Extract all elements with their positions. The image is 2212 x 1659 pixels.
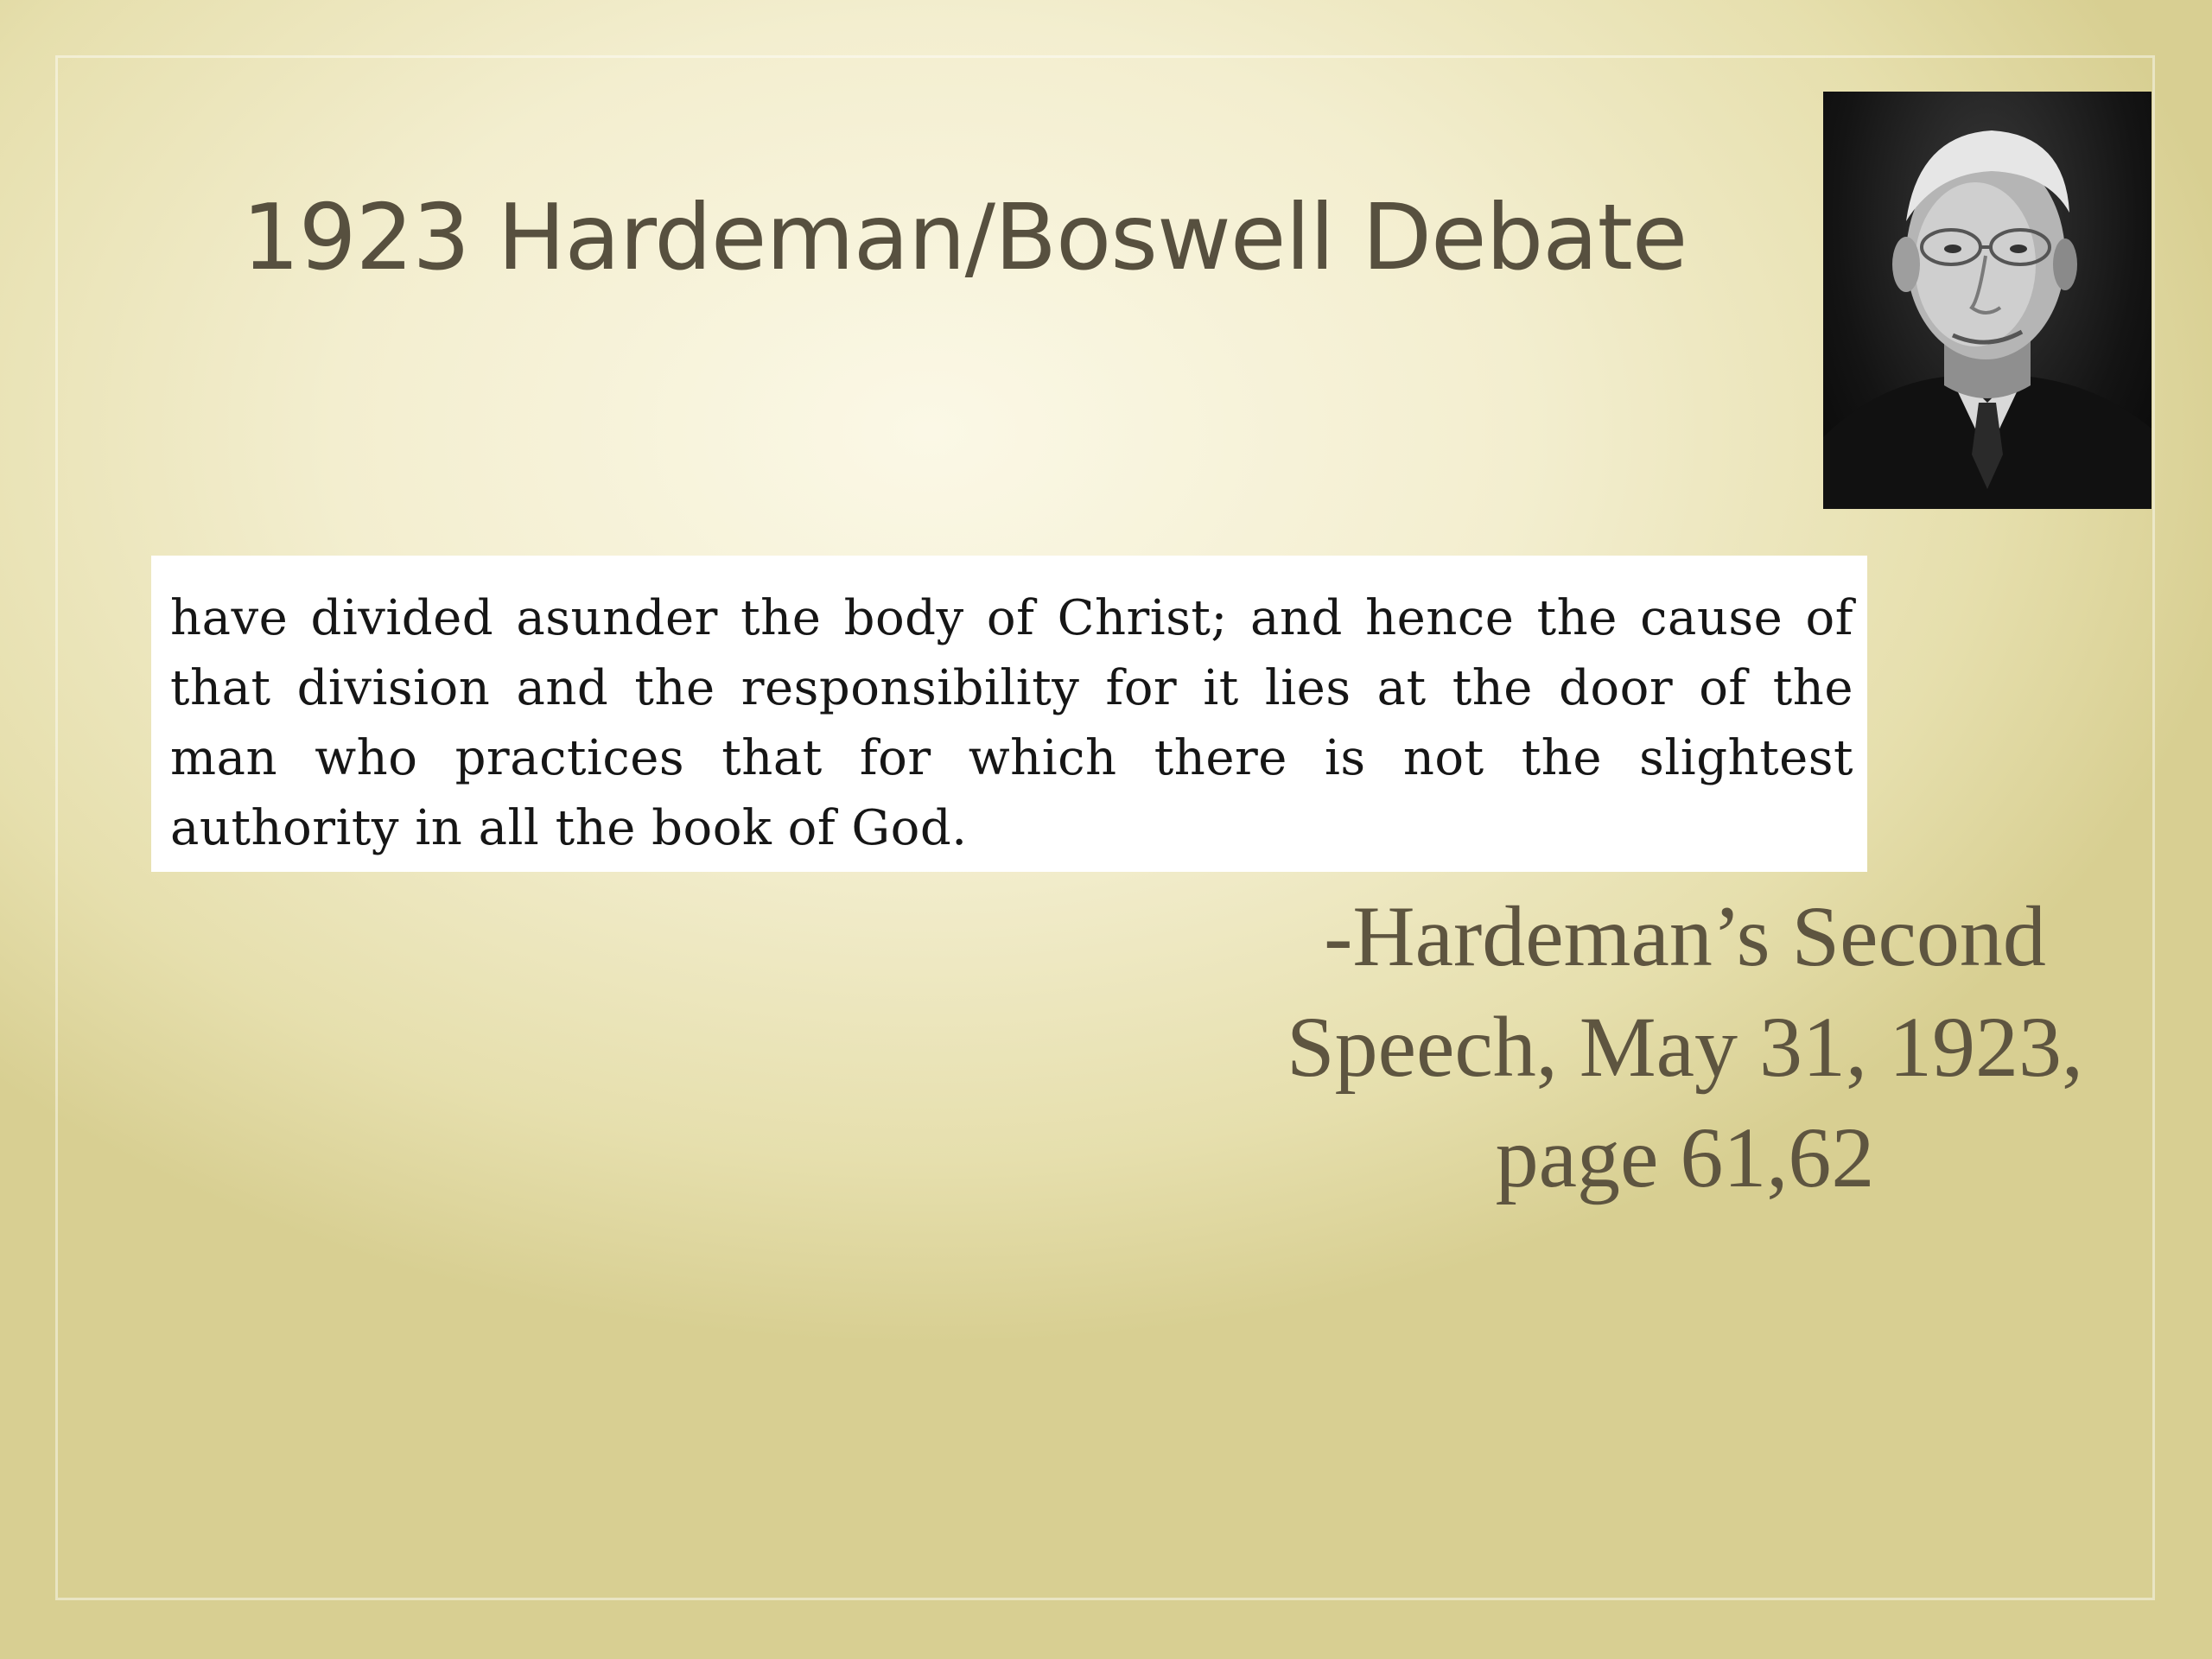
attribution [1210,881,2160,1213]
slide-title: 1923 Hardeman/Boswell Debate [242,185,1688,290]
cut-off-text-fragment [219,865,702,872]
portrait-photo-icon [1823,92,2152,509]
attribution-line-3: page 61,62 [1495,1109,1875,1205]
quote-scan [151,556,1867,872]
attribution-line-1: -Hardeman’s Second [1324,888,2046,984]
attribution-line-2: Speech, May 31, 1923, [1286,999,2084,1095]
quote-text: have divided asunder the body of Christ; and hence the cause of that division and the responsibility for it lies at the door of the man who practices that for which there is not the slightest authority in all the book of God. [170,590,1853,856]
